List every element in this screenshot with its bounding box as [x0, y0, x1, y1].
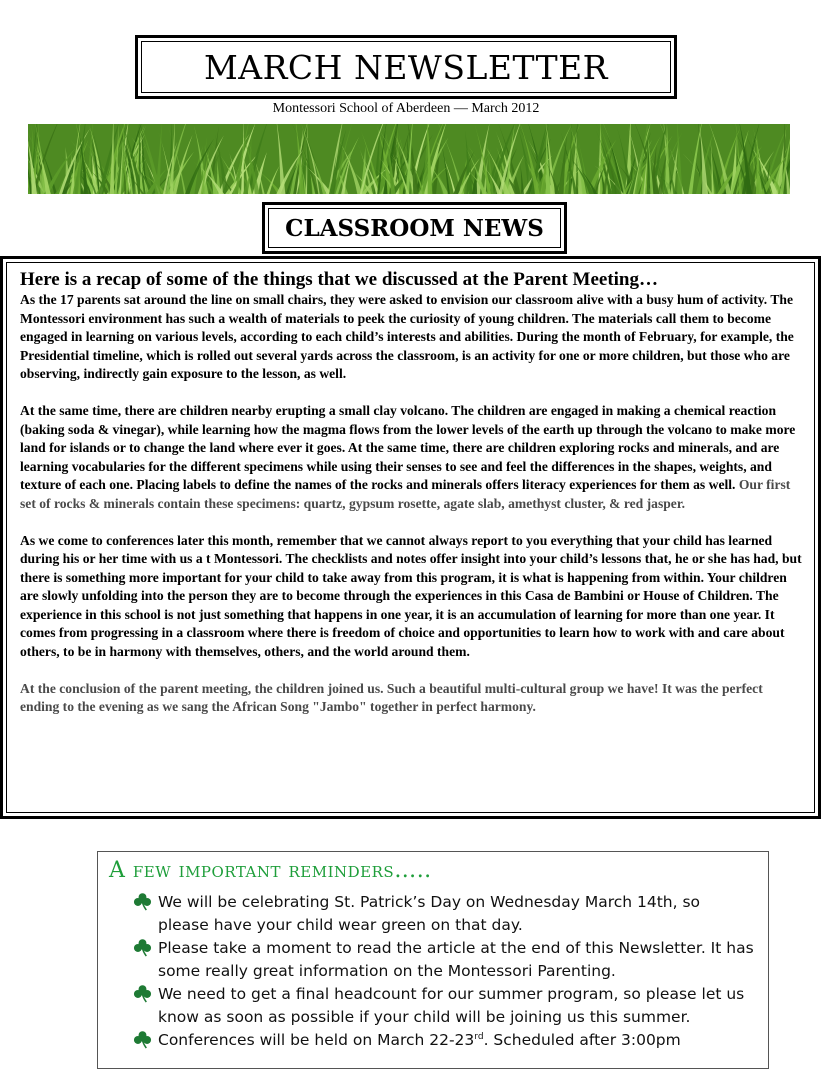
reminders-title: A few important reminders…..: [109, 858, 432, 883]
reminder-list: [109, 891, 754, 1052]
list-item: [109, 983, 754, 1029]
news-paragraph: As the 17 parents sat around the line on small chairs, they were asked to envision our classroom alive with a busy hum of activity. The Montessori environment has such a wealth of materials to peek the curiosity of young children. The materials call them to become engaged in learning on various levels, according to each child’s interests and abilities. During the month of February, for example, the Presidential timeline, which is rolled out several yards across the classroom, is an activity for one or more children, but those who are observing, indirectly gain exposure to the lesson, as well.: [20, 292, 794, 381]
list-item: [109, 1029, 754, 1052]
news-paragraph-volcano: [20, 402, 804, 513]
list-item: [109, 891, 754, 937]
conference-sup: rd: [474, 1031, 484, 1042]
rocks-note: Our first set of rocks & minerals contain these specimens: quartz, gypsum rosette, agate slab, amethyst cluster, & red jasper.: [20, 477, 791, 511]
classroom-news-box: [0, 256, 821, 819]
conference-prefix: Conferences will be held on March 22-23: [158, 1031, 475, 1049]
newsletter-title: MARCH NEWSLETTER: [141, 41, 671, 93]
reminder-text: [158, 1031, 681, 1049]
section-title: CLASSROOM NEWS: [268, 208, 561, 248]
school-subtitle: Montessori School of Aberdeen — March 2012: [272, 101, 540, 116]
shamrock-icon: [133, 984, 152, 1003]
conference-suffix: . Scheduled after 3:00pm: [483, 1031, 681, 1049]
volcano-text: At the same time, there are children nearby erupting a small clay volcano. The children are engaged in making a chemical reaction (baking soda & vinegar), while learning how the magma flows from the lower levels of the earth up through the volcano to make more land for islands or to change the land where ever it goes. At the same time, there are children exploring rocks and minerals, and are learning vocabularies for the different specimens while using their senses to see and feel the differences in the shapes, weights, and texture of each one. Placing labels to define the names of the rocks and minerals offers literacy experiences for them as well.: [20, 403, 796, 492]
reminders-box: [97, 851, 769, 1069]
grass-banner-image: [28, 124, 790, 194]
reminder-text: We will be celebrating St. Patrick’s Day on Wednesday March 14th, so please have your child wear green on that day.: [158, 893, 701, 934]
news-paragraph-closing: At the conclusion of the parent meeting, the children joined us. Such a beautiful multi-cultural group we have! It was the perfect ending to the evening as we sang the African Song "Jambo" together in perfect harmony.: [20, 680, 763, 714]
newsletter-masthead: [135, 35, 677, 99]
news-paragraph: As we come to conferences later this month, remember that we cannot always report to you everything that your child has learned during his or her time with us a t Montessori. The checklists and notes offer insight into your child’s lessons that, he or she has had, but there is something more important for your child to take away from this program, it is what is happening from within. Your children are slowly unfolding into the person they are to become through the experiences in this Casa de Bambini or House of Children. The experience in this school is not just something that happens in one year, it is an accumulation of learning for more than one year. It comes from progressing in a classroom where there is freedom of choice and opportunities to learn how to work with and care about others, to be in harmony with themselves, others, and the world around them.: [20, 532, 802, 659]
shamrock-icon: [133, 892, 152, 911]
reminder-text: Please take a moment to read the article at the end of this Newsletter. It has some really great information on the Montessori Parenting.: [158, 939, 754, 980]
shamrock-icon: [133, 938, 152, 957]
news-heading: Here is a recap of some of the things that we discussed at the Parent Meeting…: [20, 269, 659, 290]
section-title-box: [262, 202, 567, 254]
reminder-text: We need to get a final headcount for our summer program, so please let us know as soon as possible if your child will be joining us this summer.: [158, 985, 745, 1026]
shamrock-icon: [133, 1030, 152, 1049]
list-item: [109, 937, 754, 983]
